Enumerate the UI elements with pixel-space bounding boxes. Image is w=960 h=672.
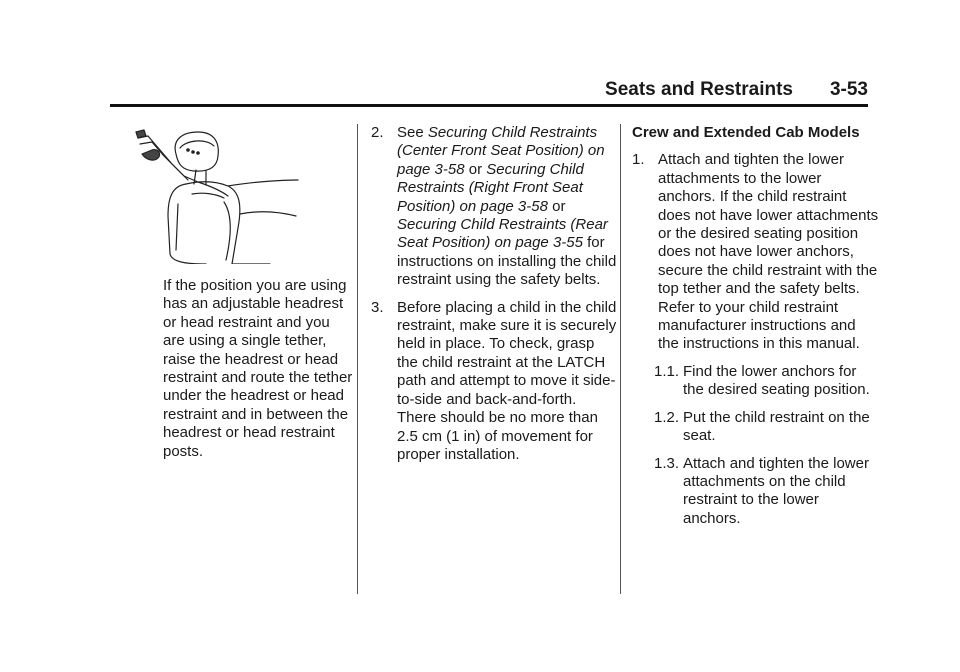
sub-item-1-1 [654,363,880,400]
reference-rear-seat[interactable]: Securing Child Restraints (Rear Seat Position) on page 3-55 [397,216,608,252]
list-text: Attach and tighten the lower attachments on the child restraint to the lower anchors. [683,454,869,527]
list-text: Attach and tighten the lower attachments to the lower anchors. If the child restraint does not have lower attachments or the desired seating position does not have lower anchors, secure the child restraint with the top tether and the safety belts. Refer to your child restraint manufacturer instructions and the instructions in this manual. [658,151,879,353]
text-see: See [397,124,428,141]
list-text: Before placing a child in the child restraint, make sure it is securely held in place. To check, grasp the child restraint at the LATCH path and attempt to move it side-to-side and back-and-forth. There should be no more than 2.5 cm (1 in) of movement for proper installation. [397,298,617,463]
reference-center-front[interactable]: Securing Child Restraints (Center Front Seat Position) on page 3-58 [397,124,605,178]
sub-item-1-2 [654,409,880,446]
headrest-tether-illustration [120,124,335,264]
sub-item-1-3 [654,455,880,529]
list-item-3 [371,299,617,465]
headrest [175,132,218,171]
column-divider-right [620,124,621,594]
list-text: Find the lower anchors for the desired seating position. [683,362,870,399]
seat-back [168,184,206,264]
list-number: 3. [371,298,384,316]
page-number: 3-53 [829,79,868,100]
column-middle [371,124,617,473]
text-or: or [547,197,566,215]
list-text [397,124,617,290]
list-number: 1. [632,151,645,169]
list-number: 1.1. [654,362,680,380]
page-header [110,76,868,107]
headrest-tether-paragraph: If the position you are using has an adjustable headrest or head restraint and you are using a single tether, raise the headrest or head restraint and route the tether under the headrest or head restraint and in between the headrest or head restraint posts. [163,277,353,460]
column-divider-left [357,124,358,594]
tether-hook [142,150,160,160]
list-number: 2. [371,124,384,141]
text-or: or [464,160,487,178]
list-text: Put the child restraint on the seat. [683,408,870,445]
section-title: Seats and Restraints [605,79,793,100]
list-number: 1.2. [654,408,680,426]
list-item-1 [632,151,880,353]
section-heading: Crew and Extended Cab Models [632,124,860,141]
list-number: 1.3. [654,454,680,472]
column-right [632,124,880,537]
reference-right-front[interactable]: Securing Child Restraints (Right Front Seat Position) on page 3-58 [397,160,584,215]
text-instructions: for instructions on installing the child restraint using the safety belts. [397,234,617,289]
list-item-2 [371,124,617,290]
